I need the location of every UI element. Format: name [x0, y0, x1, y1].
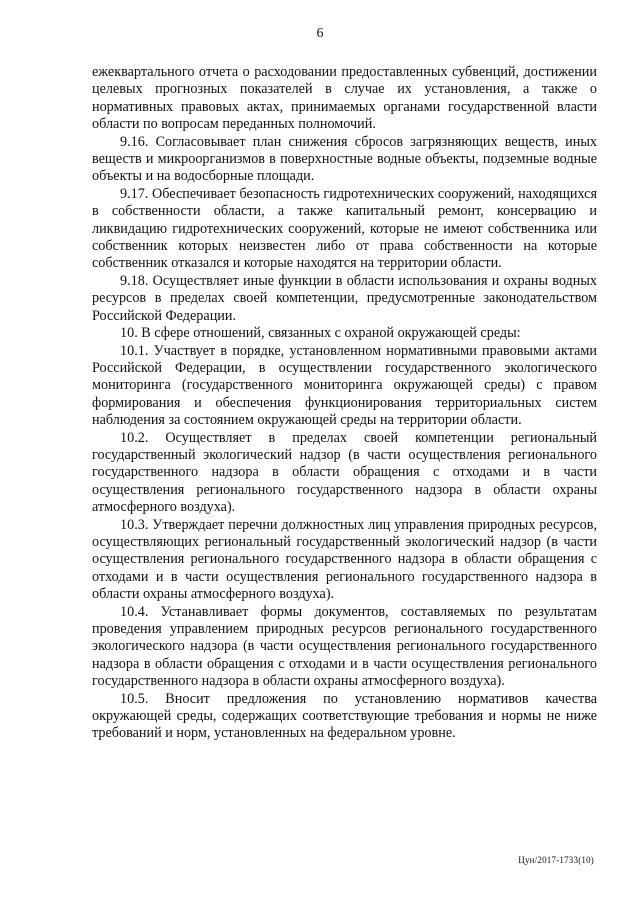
paragraph-10-4: 10.4. Устанавливает формы документов, составляемых по результатам проведения управлением природных ресурсов регионального государственного экологического надзора (в части осуществления регионального государственного надзора в области обращения с отходами и в части осуществления регионального государственного надзора в области охраны атмосферного воздуха). [92, 603, 597, 690]
paragraph-9-16: 9.16. Согласовывает план снижения сбросов загрязняющих веществ, иных веществ и микроорганизмов в поверхностные водные объекты, подземные водные объекты и на водосборные площади. [92, 133, 597, 185]
page-number: 6 [316, 26, 324, 41]
paragraph-10: 10. В сфере отношений, связанных с охраной окружающей среды: [120, 325, 521, 342]
document-body [92, 64, 597, 743]
paragraph-10-1: 10.1. Участвует в порядке, установленном нормативными правовыми актами Российской Федерации, в осуществлении государственного экологического мониторинга (государственного мониторинга окружающей среды) с правом формирования и обеспечения функционирования территориальных систем наблюдения за состоянием окружающей среды на территории области. [92, 342, 597, 429]
paragraph-10-5: 10.5. Вносит предложения по установлению нормативов качества окружающей среды, содержащих соответствующие требования и нормы не ниже требований и норм, установленных на федеральном уровне. [92, 690, 597, 742]
paragraph-10-3: 10.3. Утверждает перечни должностных лиц управления природных ресурсов, осуществляющих региональный государственный экологический надзор (в части осуществления регионального государственного надзора в области обращения с отходами и в части осуществления регионального государственного надзора в области охраны атмосферного воздуха). [92, 516, 597, 603]
paragraph-continuation: ежеквартального отчета о расходовании предоставленных субвенций, достижении целевых прогнозных показателей в случае их установления, а также о нормативных правовых актах, принимаемых органами государственной власти области по вопросам переданных полномочий. [92, 64, 597, 133]
paragraph-9-18: 9.18. Осуществляет иные функции в области использования и охраны водных ресурсов в пределах своей компетенции, предусмотренные законодательством Российской Федерации. [92, 272, 597, 324]
paragraph-10-2: 10.2. Осуществляет в пределах своей компетенции региональный государственный экологический надзор (в части осуществления регионального государственного надзора в области обращения с отходами и в части осуществления регионального государственного надзора в области охраны атмосферного воздуха). [92, 429, 597, 516]
paragraph-9-17: 9.17. Обеспечивает безопасность гидротехнических сооружений, находящихся в собственности области, а также капитальный ремонт, консервацию и ликвидацию гидротехнических сооружений, которые не имеют собственника или собственник которых неизвестен либо от права собственности на которые собственник отказался и которые находятся на территории области. [92, 185, 597, 272]
document-code: Цун/2017-1733(10) [518, 855, 594, 865]
